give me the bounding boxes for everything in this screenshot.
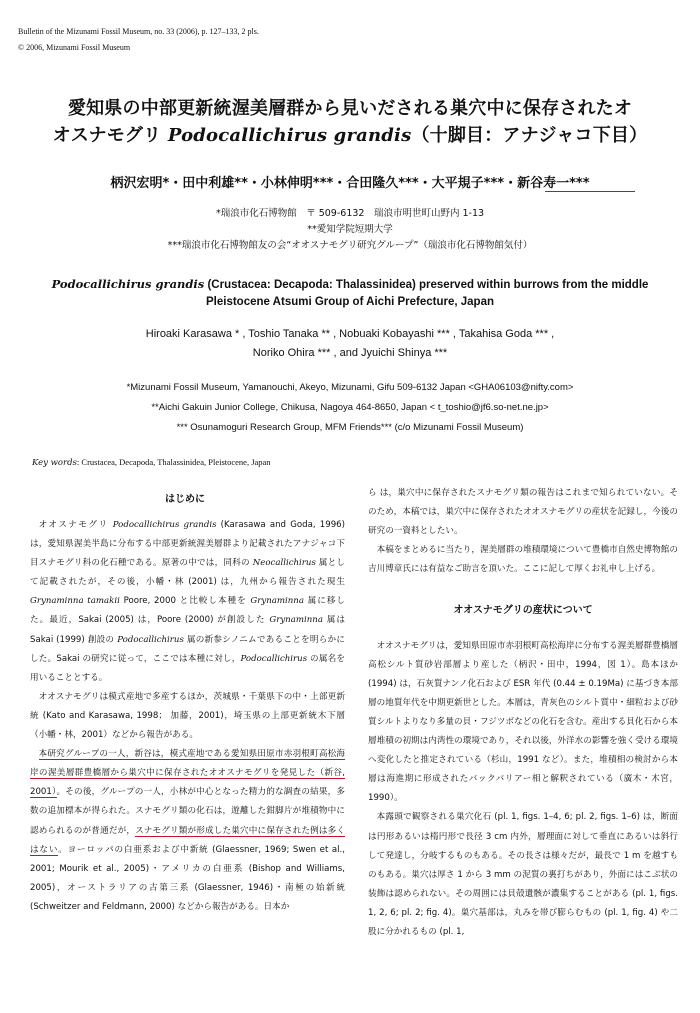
title-en-line2: Pleistocene Atsumi Group of Aichi Prefecture, Japan [206, 296, 494, 308]
right-column [368, 484, 678, 942]
right-paragraph-3: オオスナモグリは，愛知県田原市赤羽根町高松海岸に分布する渥美層群豊橋層高松シルト質砂岩部層より産した（柄沢・田中，1994，図 1）。島本ほか (1994) は，石灰質ナンノ化石および ESR 年代 (0.44 ± 0.19Ma) に基づき本部層の地質年代を中期更新世とした。本層は，青灰色のシルト質中・細粒および砂質シルトよりなり多量の貝・フジツボなどの化石を含む。産出する貝化石から本層堆積の初期は内湾性の環境であり，それ以後，外洋水の影響を強く受ける環境へ変化したと推定されている（杉山，1991 など）。また，堆積相の検討から本層は海進期に形成されたバックバリアー相と解釈されている（廣木・木宮，1990）。 [368, 640, 678, 804]
left-paragraph-3 [30, 745, 345, 917]
copyright-notice: © 2006, Mizunami Fossil Museum [18, 43, 131, 52]
journal-citation: Bulletin of the Mizunami Fossil Museum, no. 33 (2006), p. 127–133, 2 pls. [18, 27, 259, 36]
title-ja-line2 [10, 122, 690, 149]
authors-ja-main: 柄沢宏明*・田中利雄**・小林伸明***・合田隆久***・大平規子***・ [110, 176, 518, 191]
authors-english [30, 325, 670, 363]
affiliation-ja-2: **愛知学院短期大学 [307, 224, 393, 235]
affiliation-ja-1: *瑞浪市化石博物館 〒 509-6132 瑞浪市明世町山野内 1-13 [215, 208, 485, 219]
title-ja-line1: 愛知県の中部更新統渥美層群から見いだされる巣穴中に保存されたオ [67, 98, 633, 119]
affiliation-en-1: *Mizunami Fossil Museum, Yamanouchi, Akeyo, Mizunami, Gifu 509-6132 Japan <GHA06103@nifty.com> [126, 382, 574, 393]
title-en-line1 [20, 276, 680, 294]
title-ja-line2-pre: オスナモグリ [52, 125, 168, 146]
authors-ja-highlighted: 新谷寿一*** [517, 176, 590, 191]
right-paragraph-2: 本稿をまとめるに当たり，渥美層群の堆積環境について豊橋市自然史博物館の吉川博章氏には有益なご助言を頂いた。ここに記して厚くお礼申し上げる。 [368, 545, 678, 575]
right-paragraph-1: ら は，巣穴中に保存されたスナモグリ類の報告はこれまで知られていない。そのため，本稿では，巣穴中に保存されたオオスナモグリの産状を記録し，今後の研究の一資料としたい。 [368, 488, 678, 537]
title-ja-species: Podocallichirus grandis [167, 125, 412, 146]
affiliation-en-3: *** Osunamoguri Research Group, MFM Friends*** (c/o Mizunami Fossil Museum) [176, 422, 524, 433]
right-paragraph-4: 本露頭で観察される巣穴化石 (pl. 1, figs. 1–4, 6; pl. 2, figs. 1–6) は，断面は円形あるいは楕円形で長径 3 cm 内外，層理面に対して垂直にあるいは斜行して発達し，分岐するものもある。その長さは様々だが，最長で 1 m を越すものもある。巣穴は厚さ 1 から 3 mm の泥質の裏打ちがあり，外面にはこぶ状の装飾は認められない。その周囲には貝殻遺骸が濃集することがある (pl. 1, figs. 1, 2, 6; pl. 2; fig. 4)。巣穴基部は，丸みを帯び膨らむもの (pl. 1, fig. 4) や二股に分かれるもの (pl. 1, [368, 812, 678, 937]
authors-japanese [20, 172, 680, 191]
title-english [20, 276, 680, 311]
highlight-rarity: スナモグリ類が形成した巣穴中に保存された例は多くはない [30, 825, 345, 855]
affiliation-en-2: **Aichi Gakuin Junior College, Chikusa, Nagoya 464-8650, Japan < t_toshio@jf6.so-net.ne.jp> [151, 402, 549, 413]
left-paragraph-2: オオスナモグリは模式産地で多産するほか，茨城県・千葉県下の中・上部更新統 (Kato and Karasawa, 1998； 加藤，2001)，埼玉県の上部更新統木下層（小幡・林，2001）などから報告がある。 [30, 691, 345, 741]
affiliation-ja-3: ***瑞浪市化石博物館友の会“オオスナモグリ研究グループ”（瑞浪市化石博物館気付） [167, 240, 533, 251]
title-en-species: Podocallichirus grandis [51, 277, 205, 291]
title-japanese [10, 95, 690, 149]
left-paragraph-3-end: 。ヨーロッパの白亜系および中新統 (Glaessner, 1969; Swen et al., 2001; Mourik et al., 2005)・アメリカの白亜系 (Bishop and Williams, 2005)，オーストラリアの古第三系 (Glaessner, 1946)・南極の始新統 (Schweitzer and Feldmann, 2000) などから報告がある。日本か [30, 844, 345, 912]
affiliations-japanese [0, 207, 700, 253]
section-heading-intro: はじめに [165, 494, 205, 505]
authors-en-line1: Hiroaki Karasawa * , Toshio Tanaka ** , Nobuaki Kobayashi *** , Takahisa Goda *** , [145, 328, 555, 340]
affiliations-english [0, 378, 700, 438]
highlight-discovery: 本研究グループの一人，新谷は，模式産地である愛知県田原市赤羽根町高松海岸の渥美層群豊橋層から巣穴中に保存されたオオスナモグリを発見した（新谷, 2001） [30, 749, 345, 798]
left-paragraph-1: オオスナモグリ Podocallichirus grandis (Karasawa and Goda, 1996) は，愛知県渥美半島に分布する中部更新統渥美層群より記載されたアナジャコ下目スナモグリ科の化石種である。原著の中では，同科の Neocallichirus 属として記載されたが，その後，小幡・林 (2001) は，九州から報告された現生 Grynaminna tamakii Poore, 2000 と比較し本種を Grynaminna 属に移した。最近，Sakai (2005) は，Poore (2000) が創設した Grynaminna 属は Sakai (1999) 創設の Podocallichirus 属の新参シノニムであることを明らかにした。Sakai の研究に従って，ここでは本種に対し，Podocallichirus の属名を用いることとする。 [30, 520, 346, 683]
left-column [30, 516, 345, 917]
keywords-label: Key words [32, 458, 77, 468]
authors-en-line2: Noriko Ohira *** , and Jyuichi Shinya *** [252, 347, 448, 359]
section-heading-occurrence: オオスナモグリの産状について [453, 605, 593, 617]
keywords [32, 457, 271, 468]
keywords-text: : Crustacea, Decapoda, Thalassinidea, Pleistocene, Japan [76, 457, 271, 467]
title-en-line1-rest: (Crustacea: Decapoda: Thalassinidea) preserved within burrows from the middle [204, 279, 649, 291]
left-paragraph-3-mid: 。その後，グループの一人，小林が中心となった精力的な調査の結果，多数の追加標本が得られた。スナモグリ類の化石は，遊離した鉗脚片が堆積物中に認められるのが普通だが， [30, 787, 345, 836]
author-underline [545, 191, 635, 192]
title-ja-line2-post: （十脚目：アナジャコ下目） [411, 125, 648, 146]
